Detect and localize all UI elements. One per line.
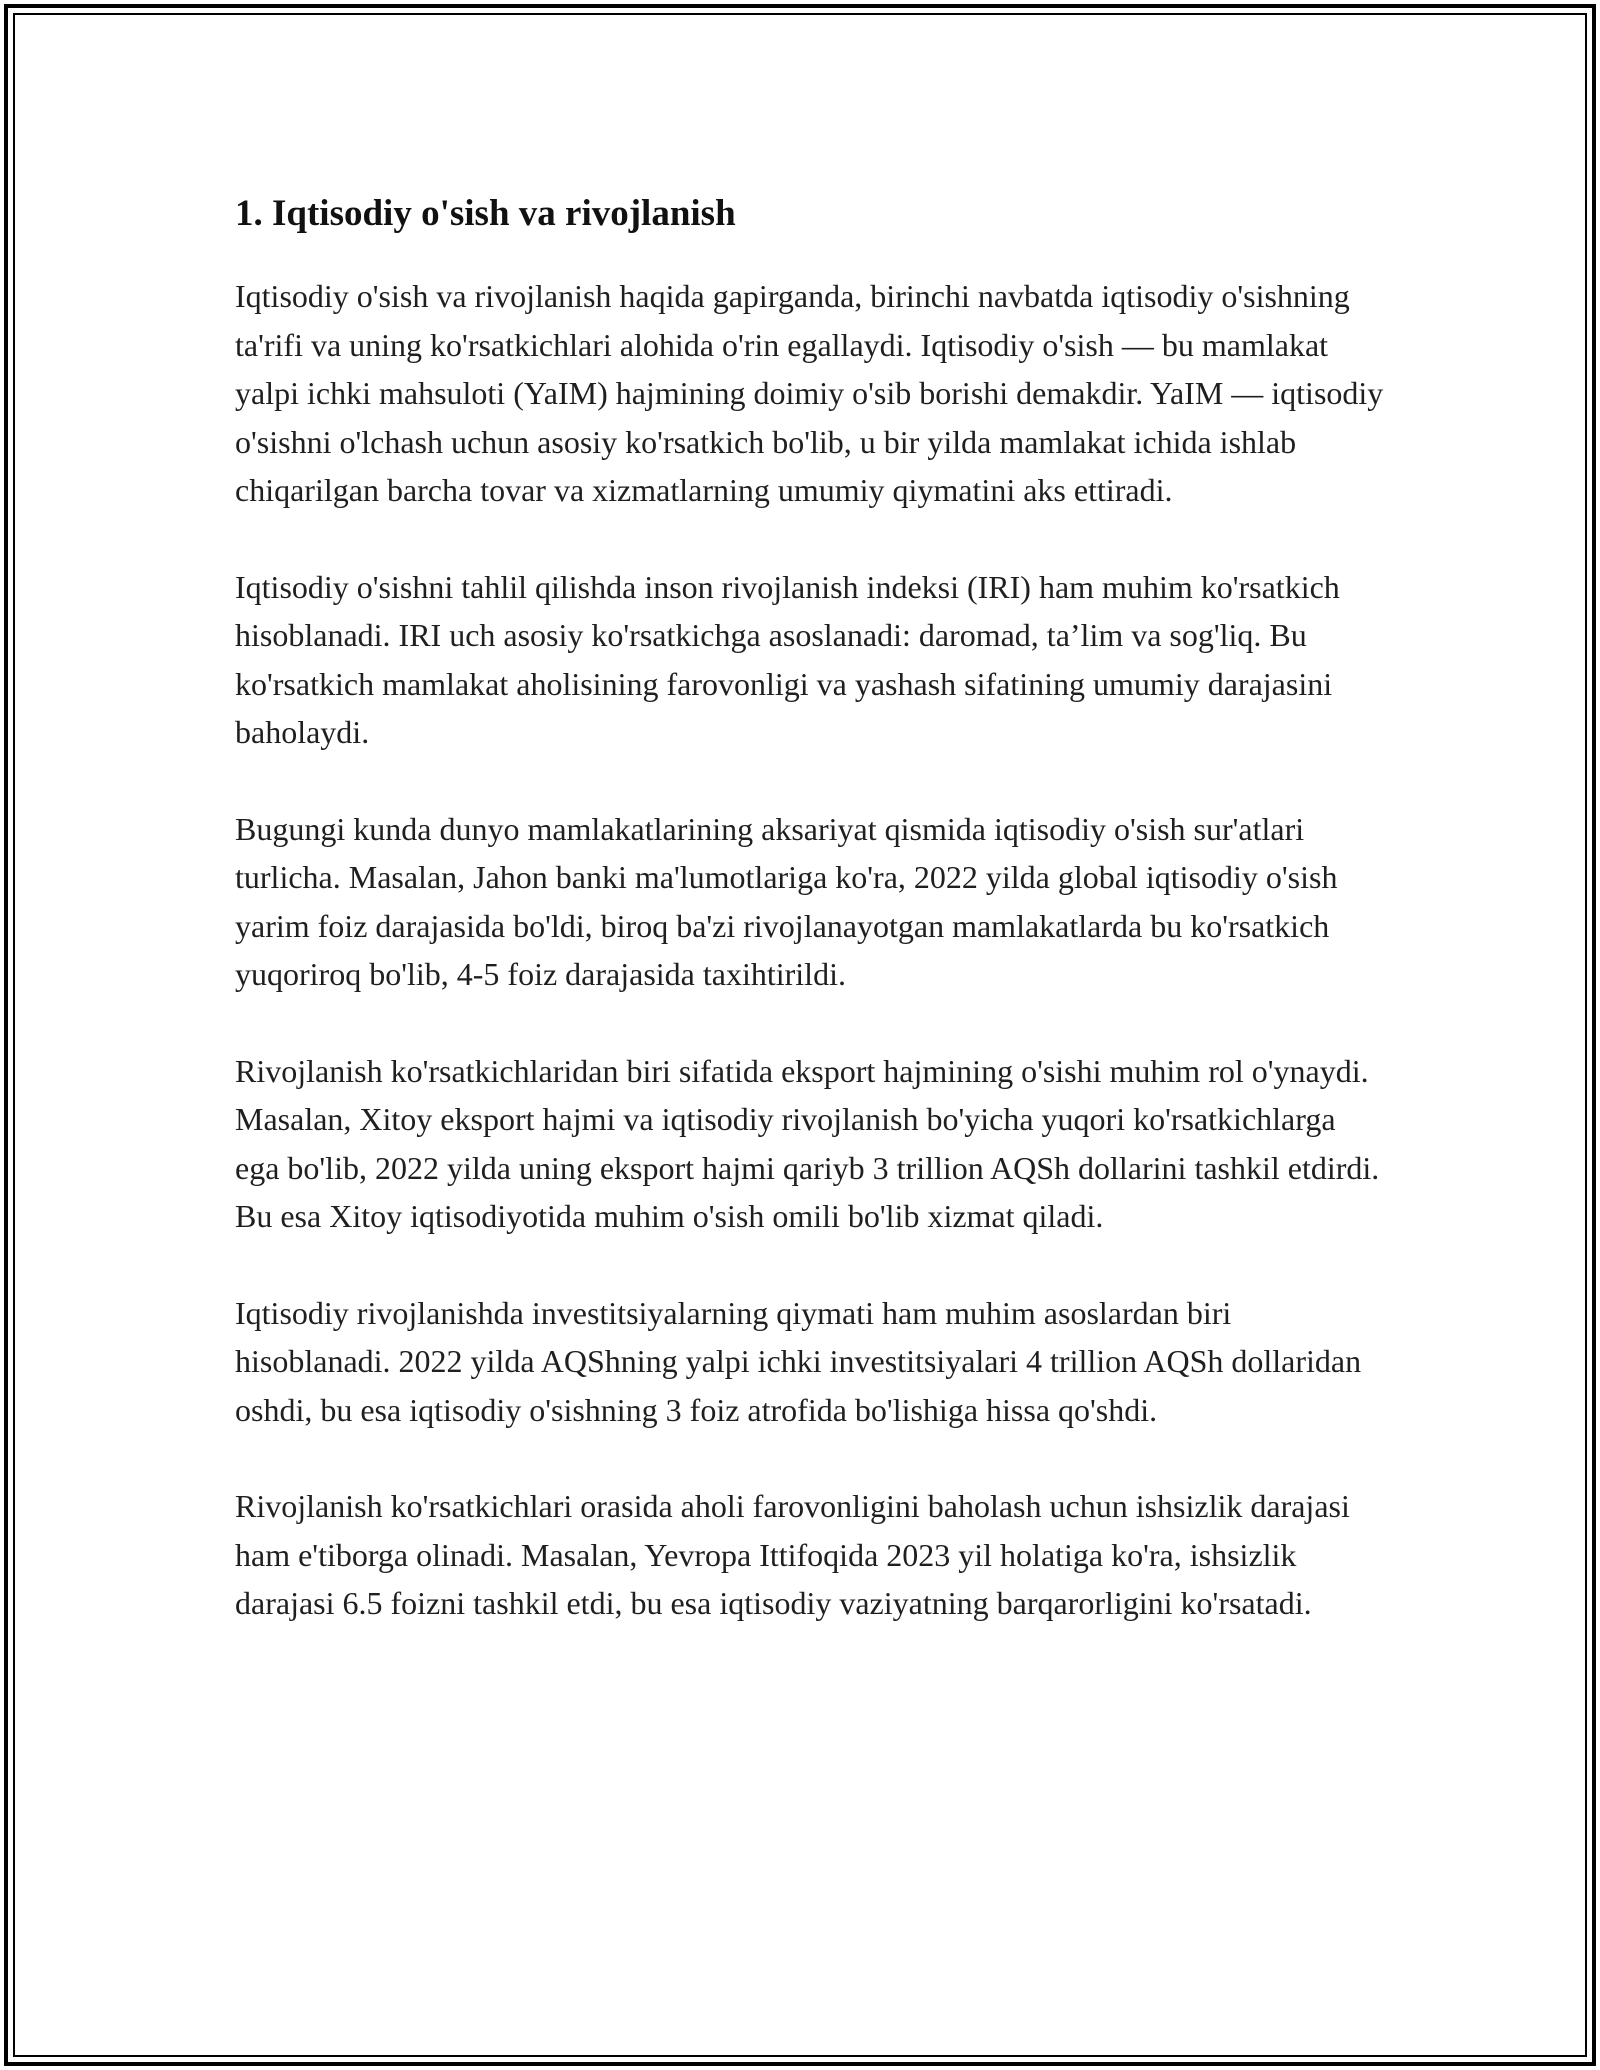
paragraph-unemployment: Rivojlanish ko'rsatkichlari orasida aholi farovonligini baholash uchun ishsizlik darajasi ham e'tiborga olinadi. Masalan, Yevropa Ittifoqida 2023 yil holatiga ko'ra, ishsizlik darajasi 6.5 foizni tashkil etdi, bu esa iqtisodiy vaziyatning barqarorligini ko'rsatadi. xyxy=(235,1488,1350,1621)
paragraph-investments: Iqtisodiy rivojlanishda investitsiyalarning qiymati ham muhim asoslardan biri hisoblanadi. 2022 yilda AQShning yalpi ichki investitsiyalari 4 trillion AQSh dollaridan oshdi, bu esa iqtisodiy o'sishning 3 foiz atrofida bo'lishiga hissa qo'shdi. xyxy=(235,1294,1362,1428)
document-body xyxy=(235,186,1385,1676)
paragraph-human-development-index: Iqtisodiy o'sishni tahlil qilishda inson rivojlanish indeksi (IRI) ham muhim ko'rsatkich hisoblanadi. IRI uch asosiy ko'rsatkichga asoslanadi: daromad, ta’lim va sog'liq. Bu ko'rsatkich mamlakat aholisining farovonligi va yashash sifatining umumiy darajasini baholaydi. xyxy=(235,568,1340,750)
paragraph-export-volume: Rivojlanish ko'rsatkichlaridan biri sifatida eksport hajmining o'sishi muhim rol o'ynaydi. Masalan, Xitoy eksport hajmi va iqtisodiy rivojlanish bo'yicha yuqori ko'rsatkichlarga ega bo'lib, 2022 yilda uning eksport hajmi qariyb 3 trillion AQSh dollarini tashkil etdirdi. Bu esa Xitoy iqtisodiyotida muhim o'sish omili bo'lib xizmat qiladi. xyxy=(235,1052,1380,1234)
section-heading: 1. Iqtisodiy o'sish va rivojlanish xyxy=(235,193,736,234)
paragraph-economic-growth-definition: Iqtisodiy o'sish va rivojlanish haqida gapirganda, birinchi navbatda iqtisodiy o'sishning ta'rifi va uning ko'rsatkichlari alohida o'rin egallaydi. Iqtisodiy o'sish — bu mamlakat yalpi ichki mahsuloti (YaIM) hajmining doimiy o'sib borishi demakdir. YaIM — iqtisodiy o'sishni o'lchash uchun asosiy ko'rsatkich bo'lib, u bir yilda mamlakat ichida ishlab chiqarilgan barcha tovar va xizmatlarning umumiy qiymatini aks ettiradi. xyxy=(235,278,1384,508)
paragraph-global-growth-rates: Bugungi kunda dunyo mamlakatlarining aksariyat qismida iqtisodiy o'sish sur'atlari turlicha. Masalan, Jahon banki ma'lumotlariga ko'ra, 2022 yilda global iqtisodiy o'sish yarim foiz darajasida bo'ldi, biroq ba'zi rivojlanayotgan mamlakatlarda bu ko'rsatkich yuqoriroq bo'lib, 4-5 foiz darajasida taxihtirildi. xyxy=(235,810,1338,992)
